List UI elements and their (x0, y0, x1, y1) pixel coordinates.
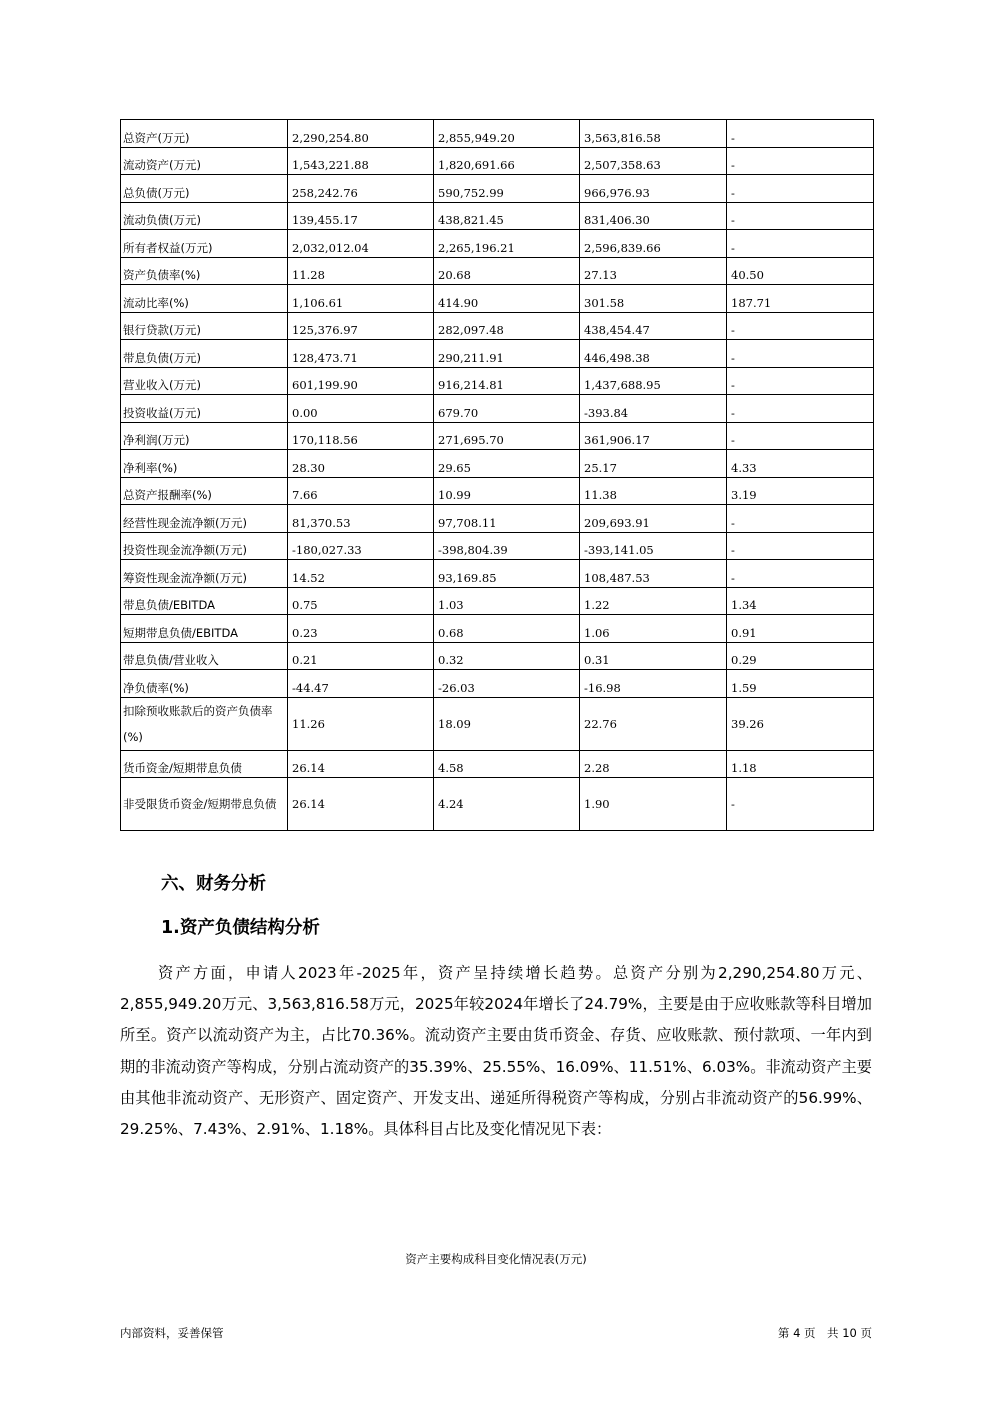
cell-value: 2,507,358.63 (580, 147, 727, 175)
cell-value: 170,118.56 (288, 422, 434, 450)
cell-value: 209,693.91 (580, 505, 727, 533)
cell-value: -393.84 (580, 395, 727, 423)
row-label: 银行贷款(万元) (121, 312, 288, 340)
cell-value: 108,487.53 (580, 560, 727, 588)
cell-value: 831,406.30 (580, 202, 727, 230)
cell-value: 414.90 (434, 285, 580, 313)
cell-value: 11.26 (288, 697, 434, 750)
cell-value: 22.76 (580, 697, 727, 750)
cell-value: 0.68 (434, 615, 580, 643)
cell-value: 271,695.70 (434, 422, 580, 450)
cell-value: 28.30 (288, 450, 434, 478)
cell-value: 40.50 (727, 257, 874, 285)
row-label: 所有者权益(万元) (121, 230, 288, 258)
cell-value: - (727, 120, 874, 148)
table-row (121, 175, 874, 203)
row-label: 净利润(万元) (121, 422, 288, 450)
cell-value: - (727, 340, 874, 368)
cell-value: 0.21 (288, 642, 434, 670)
row-label: 经营性现金流净额(万元) (121, 505, 288, 533)
row-label: 筹资性现金流净额(万元) (121, 560, 288, 588)
cell-value: 125,376.97 (288, 312, 434, 340)
cell-value: 128,473.71 (288, 340, 434, 368)
row-label: 净利率(%) (121, 450, 288, 478)
table-row (121, 587, 874, 615)
cell-value: - (727, 560, 874, 588)
cell-value: 1,106.61 (288, 285, 434, 313)
footer-page-number: 第 4 页 共 10 页 (777, 1326, 872, 1340)
subsection-title: 1.资产负债结构分析 (161, 918, 320, 938)
row-label: 非受限货币资金/短期带息负债 (121, 778, 288, 831)
cell-value: 2.28 (580, 750, 727, 778)
cell-value: 20.68 (434, 257, 580, 285)
table-row (121, 477, 874, 505)
cell-value: - (727, 175, 874, 203)
cell-value: 0.91 (727, 615, 874, 643)
table-row (121, 202, 874, 230)
row-label: 投资性现金流净额(万元) (121, 532, 288, 560)
cell-value: 438,821.45 (434, 202, 580, 230)
table-row (121, 230, 874, 258)
cell-value: -180,027.33 (288, 532, 434, 560)
cell-value: 282,097.48 (434, 312, 580, 340)
cell-value: 1,543,221.88 (288, 147, 434, 175)
cell-value: 2,265,196.21 (434, 230, 580, 258)
row-label: 净负债率(%) (121, 670, 288, 698)
cell-value: 27.13 (580, 257, 727, 285)
table-row (121, 312, 874, 340)
cell-value: 0.32 (434, 642, 580, 670)
cell-value: 187.71 (727, 285, 874, 313)
financial-indicators-table (120, 119, 874, 831)
cell-value: 258,242.76 (288, 175, 434, 203)
cell-value: 93,169.85 (434, 560, 580, 588)
cell-value: -44.47 (288, 670, 434, 698)
cell-value: - (727, 147, 874, 175)
cell-value: -393,141.05 (580, 532, 727, 560)
cell-value: 0.31 (580, 642, 727, 670)
table-row (121, 450, 874, 478)
cell-value: 0.00 (288, 395, 434, 423)
cell-value: 1,820,691.66 (434, 147, 580, 175)
cell-value: 1.59 (727, 670, 874, 698)
footer-confidential-note: 内部资料，妥善保管 (120, 1326, 224, 1340)
row-label: 流动比率(%) (121, 285, 288, 313)
cell-value: 11.28 (288, 257, 434, 285)
cell-value: - (727, 230, 874, 258)
table-row (121, 505, 874, 533)
cell-value: - (727, 367, 874, 395)
cell-value: 1.34 (727, 587, 874, 615)
cell-value: 361,906.17 (580, 422, 727, 450)
row-label: 扣除预收账款后的资产负债率(%) (121, 697, 288, 750)
cell-value: 0.75 (288, 587, 434, 615)
row-label: 流动负债(万元) (121, 202, 288, 230)
cell-value: 0.29 (727, 642, 874, 670)
table-row (121, 147, 874, 175)
row-label: 短期带息负债/EBITDA (121, 615, 288, 643)
cell-value: - (727, 202, 874, 230)
cell-value: 39.26 (727, 697, 874, 750)
cell-value: 14.52 (288, 560, 434, 588)
row-label: 带息负债/营业收入 (121, 642, 288, 670)
cell-value: 10.99 (434, 477, 580, 505)
table-row (121, 285, 874, 313)
cell-value: 1.03 (434, 587, 580, 615)
cell-value: 1,437,688.95 (580, 367, 727, 395)
cell-value: 3.19 (727, 477, 874, 505)
table-row (121, 642, 874, 670)
row-label: 总资产报酬率(%) (121, 477, 288, 505)
cell-value: 4.58 (434, 750, 580, 778)
cell-value: 0.23 (288, 615, 434, 643)
financial-table-body (121, 120, 874, 831)
row-label: 总资产(万元) (121, 120, 288, 148)
table-row (121, 422, 874, 450)
cell-value: 1.90 (580, 778, 727, 831)
cell-value: 2,596,839.66 (580, 230, 727, 258)
cell-value: - (727, 422, 874, 450)
cell-value: 601,199.90 (288, 367, 434, 395)
table-row (121, 615, 874, 643)
cell-value: 1.22 (580, 587, 727, 615)
table-row (121, 670, 874, 698)
cell-value: 446,498.38 (580, 340, 727, 368)
row-label: 带息负债/EBITDA (121, 587, 288, 615)
cell-value: 26.14 (288, 778, 434, 831)
table-row (121, 560, 874, 588)
row-label: 流动资产(万元) (121, 147, 288, 175)
cell-value: 139,455.17 (288, 202, 434, 230)
cell-value: - (727, 778, 874, 831)
cell-value: 7.66 (288, 477, 434, 505)
table-row (121, 778, 874, 831)
cell-value: -26.03 (434, 670, 580, 698)
table-row (121, 532, 874, 560)
cell-value: 29.65 (434, 450, 580, 478)
table-row (121, 395, 874, 423)
cell-value: 679.70 (434, 395, 580, 423)
table-caption: 资产主要构成科目变化情况表(万元) (405, 1252, 587, 1266)
table-row (121, 367, 874, 395)
cell-value: 438,454.47 (580, 312, 727, 340)
row-label: 投资收益(万元) (121, 395, 288, 423)
cell-value: 2,032,012.04 (288, 230, 434, 258)
cell-value: 4.33 (727, 450, 874, 478)
section-title: 六、财务分析 (161, 874, 266, 894)
cell-value: 18.09 (434, 697, 580, 750)
cell-value: -398,804.39 (434, 532, 580, 560)
cell-value: 26.14 (288, 750, 434, 778)
cell-value: 2,290,254.80 (288, 120, 434, 148)
analysis-paragraph: 资产方面，申请人2023年-2025年，资产呈持续增长趋势。总资产分别为2,290,254.80万元、2,855,949.20万元、3,563,816.58万元，2025年较2024年增长了24.79%，主要是由于应收账款等科目增加所至。资产以流动资产为主，占比70.36%。流动资产主要由货币资金、存货、应收账款、预付款项、一年内到期的非流动资产等构成，分别占流动资产的35.39%、25.55%、16.09%、11.51%、6.03%。非流动资产主要由其他非流动资产、无形资产、固定资产、开发支出、递延所得税资产等构成，分别占非流动资产的56.99%、29.25%、7.43%、2.91%、1.18%。具体科目占比及变化情况见下表： (120, 964, 872, 1139)
table-row (121, 750, 874, 778)
row-label: 资产负债率(%) (121, 257, 288, 285)
cell-value: 2,855,949.20 (434, 120, 580, 148)
cell-value: 4.24 (434, 778, 580, 831)
cell-value: 25.17 (580, 450, 727, 478)
row-label: 营业收入(万元) (121, 367, 288, 395)
cell-value: 1.18 (727, 750, 874, 778)
cell-value: 97,708.11 (434, 505, 580, 533)
cell-value: -16.98 (580, 670, 727, 698)
cell-value: - (727, 532, 874, 560)
cell-value: 81,370.53 (288, 505, 434, 533)
cell-value: 301.58 (580, 285, 727, 313)
cell-value: - (727, 312, 874, 340)
table-row (121, 257, 874, 285)
cell-value: 916,214.81 (434, 367, 580, 395)
row-label: 货币资金/短期带息负债 (121, 750, 288, 778)
cell-value: 290,211.91 (434, 340, 580, 368)
table-row (121, 120, 874, 148)
cell-value: - (727, 395, 874, 423)
cell-value: 966,976.93 (580, 175, 727, 203)
cell-value: 590,752.99 (434, 175, 580, 203)
cell-value: 1.06 (580, 615, 727, 643)
row-label: 总负债(万元) (121, 175, 288, 203)
cell-value: 11.38 (580, 477, 727, 505)
cell-value: - (727, 505, 874, 533)
table-row (121, 340, 874, 368)
table-row (121, 697, 874, 750)
row-label: 带息负债(万元) (121, 340, 288, 368)
cell-value: 3,563,816.58 (580, 120, 727, 148)
